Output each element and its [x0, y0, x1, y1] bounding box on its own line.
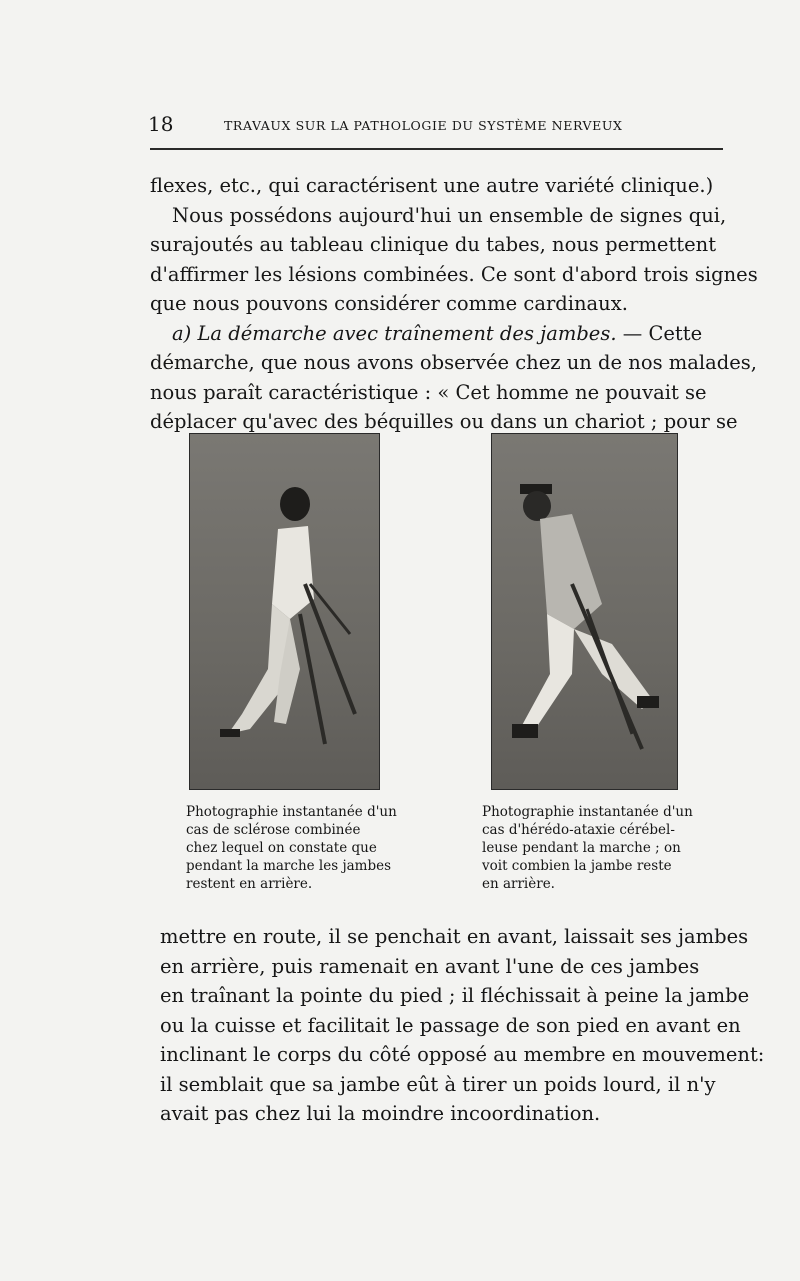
- photo-heredo-ataxia: [491, 433, 678, 790]
- text-line: mettre en route, il se penchait en avant, laissait ses jambes: [160, 925, 749, 948]
- text-line: d'affirmer les lésions combinées. Ce sont d'abord trois signes: [150, 262, 758, 286]
- text-line: Nous possédons aujourd'hui un ensemble de signes qui,: [172, 203, 727, 227]
- caption-line: cas de sclérose combinée: [186, 822, 361, 838]
- section-a-heading: La démarche avec traînement des jambes.: [197, 321, 617, 345]
- text-line: il semblait que sa jambe eût à tirer un poids lourd, il n'y: [160, 1072, 716, 1096]
- text-line: nous paraît caractéristique : « Cet homme ne pouvait se: [150, 380, 707, 404]
- text-line: démarche, que nous avons observée chez un de nos malades,: [150, 351, 757, 374]
- text-line: flexes, etc., qui caractérisent une autre variété clinique.): [150, 174, 714, 197]
- caption-line: chez lequel on constate que: [186, 840, 377, 856]
- caption-line: Photographie instantanée d'un: [482, 804, 693, 820]
- caption-figure-2: [482, 803, 693, 893]
- caption-line: restent en arrière.: [186, 876, 313, 892]
- text-line: en arrière, puis ramenait en avant l'une de ces jambes: [160, 954, 700, 978]
- text-line: que nous pouvons considérer comme cardinaux.: [150, 292, 628, 315]
- text-line: avait pas chez lui la moindre incoordination.: [160, 1102, 601, 1125]
- photo-combined-sclerosis: [189, 433, 380, 790]
- caption-line: voit combien la jambe reste: [482, 858, 672, 874]
- page-header: [148, 112, 723, 138]
- caption-figure-1: [186, 803, 397, 893]
- text-line: déplacer qu'avec des béquilles ou dans un chariot ; pour se: [150, 410, 738, 433]
- paragraph-top: [150, 171, 758, 437]
- page-number: 18: [148, 112, 174, 136]
- caption-line: Photographie instantanée d'un: [186, 804, 397, 820]
- text-line: ou la cuisse et facilitait le passage de son pied en avant en: [160, 1013, 741, 1037]
- caption-line: leuse pendant la marche ; on: [482, 840, 681, 856]
- section-a-heading-line: [150, 319, 724, 349]
- section-a-label: a): [172, 321, 192, 345]
- caption-line: pendant la marche les jambes: [186, 858, 392, 874]
- header-rule: [150, 148, 723, 150]
- figure-1-illustration: [190, 434, 379, 789]
- figure-2-illustration: [492, 434, 677, 789]
- caption-line: cas d'hérédo-ataxie cérébel-: [482, 822, 675, 838]
- running-title: TRAVAUX SUR LA PATHOLOGIE DU SYSTÈME NERVEUX: [224, 118, 623, 133]
- text-line: en traînant la pointe du pied ; il fléchissait à peine la jambe: [160, 984, 750, 1007]
- section-a-rest: — Cette: [616, 321, 703, 345]
- paragraph-bottom: [160, 922, 765, 1129]
- caption-line: en arrière.: [482, 876, 555, 892]
- text-line: surajoutés au tableau clinique du tabes, nous permettent: [150, 233, 717, 256]
- text-line: inclinant le corps du côté opposé au membre en mouvement:: [160, 1043, 765, 1066]
